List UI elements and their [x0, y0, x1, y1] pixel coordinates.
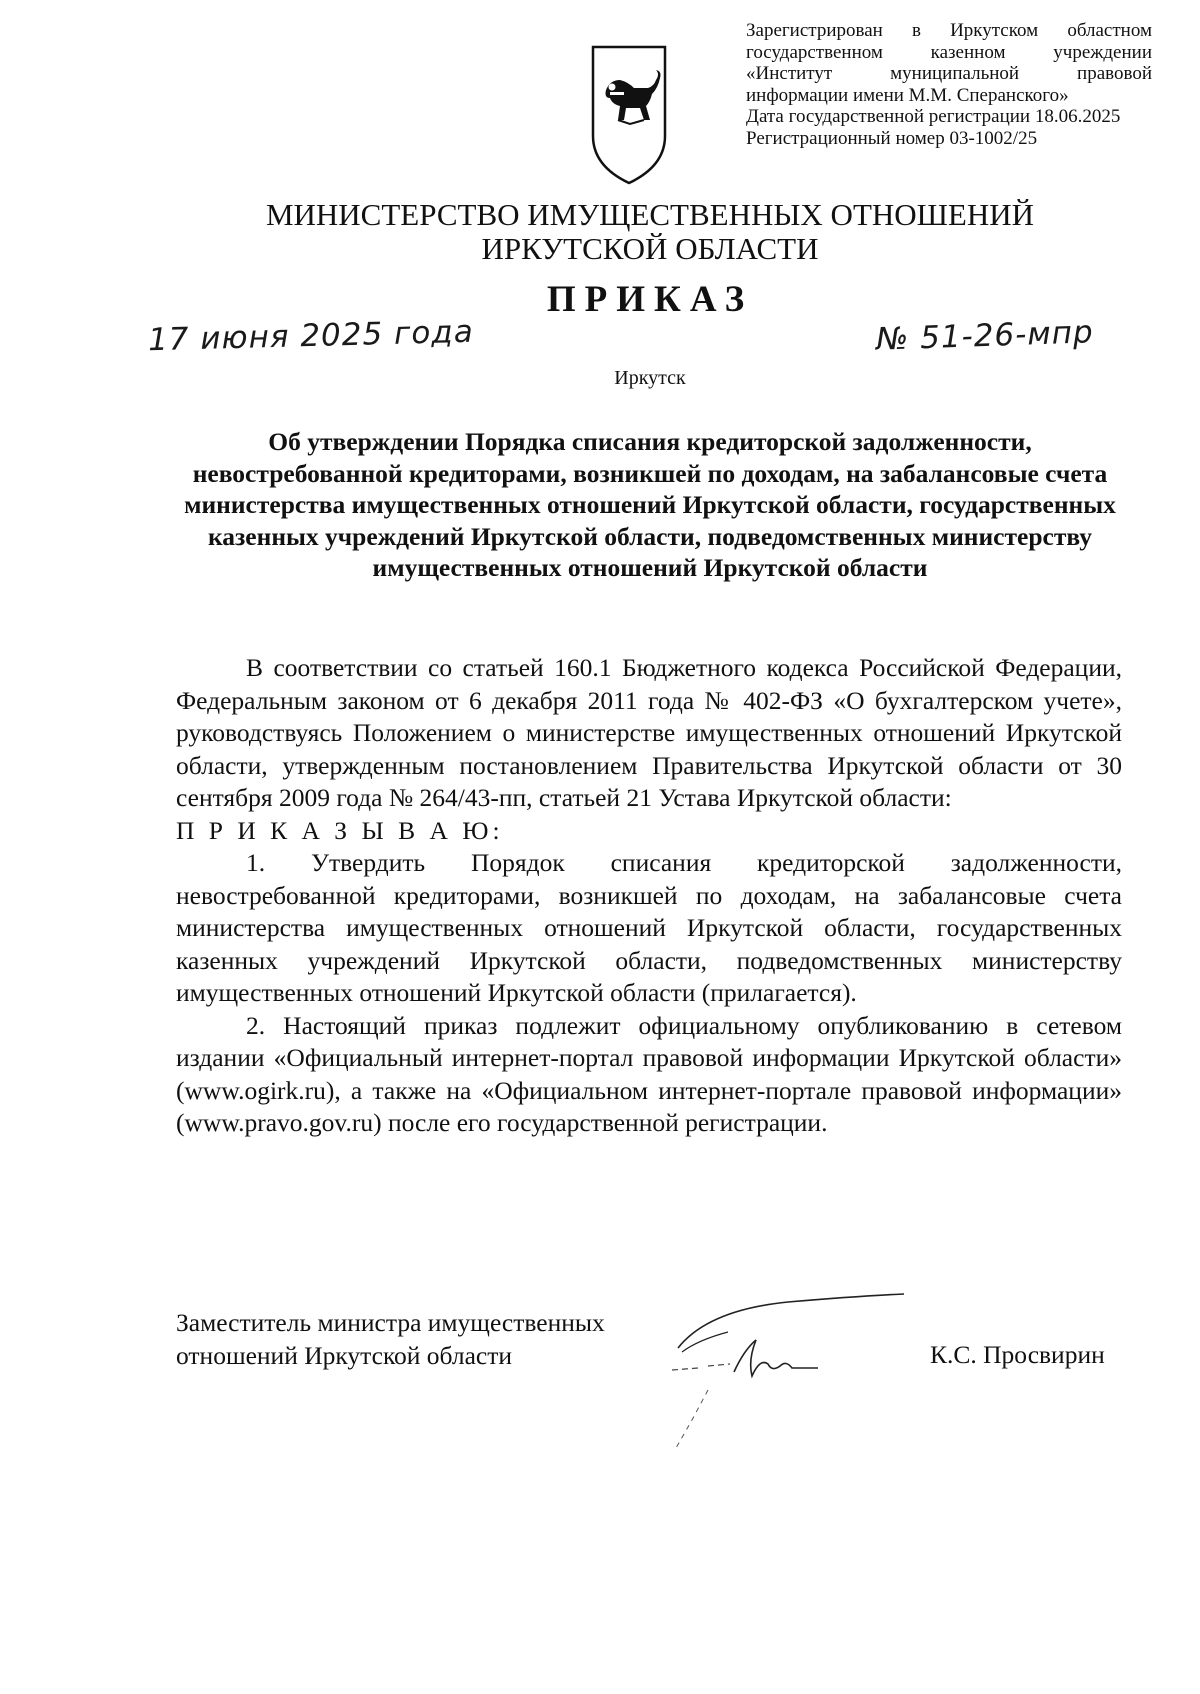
irkutsk-coat-of-arms-icon — [590, 44, 668, 186]
registration-line: «Институт муниципальной правовой — [746, 63, 1152, 84]
document-type: ПРИКАЗ — [546, 279, 754, 320]
order-item-1: 1. Утвердить Порядок списания кредиторской задолженности, невостребованной кредиторами, возникшей по доходам, на забалансовые счета министерства имущественных отношений Иркутской области, государственных казенных учреждений Иркутской области, подведомственных министерству имущественных отношений Иркутской области (прилагается). — [176, 848, 1122, 1007]
registration-line: государственном казенном учреждении — [746, 41, 1152, 63]
handwritten-signature — [668, 1280, 908, 1450]
signer-position-line: отношений Иркутской области — [176, 1341, 513, 1370]
handwritten-date: 17 июня 2025 года — [147, 313, 475, 359]
signer-position — [176, 1306, 605, 1372]
registration-note — [746, 20, 1152, 149]
city: Иркутск — [614, 367, 686, 389]
registration-line: информации имени М.М. Сперанского» — [746, 84, 1069, 106]
ministry-heading — [200, 198, 1100, 266]
order-item-2: 2. Настоящий приказ подлежит официальному опубликованию в сетевом издании «Официальный интернет-портал правовой информации Иркутской области» (www.ogirk.ru), а также на «Официальном интернет-портале правовой информации» (www.pravo.gov.ru) после его государственной регистрации. — [176, 1010, 1122, 1137]
registration-line: Зарегистрирован в Иркутском областном — [746, 20, 1152, 41]
document-body — [176, 652, 1122, 1140]
order-directive: П Р И К А З Ы В А Ю: — [176, 815, 504, 845]
ministry-name-line: МИНИСТЕРСТВО ИМУЩЕСТВЕННЫХ ОТНОШЕНИЙ — [265, 197, 1035, 232]
signer-name: К.С. Просвирин — [930, 1340, 1105, 1369]
signer-position-line: Заместитель министра имущественных — [176, 1308, 605, 1337]
registration-line: Дата государственной регистрации 18.06.2025 — [746, 106, 1121, 127]
document-title: Об утверждении Порядка списания кредиторской задолженности, невостребованной кредиторами, возникшей по доходам, на забалансовые счета министерства имущественных отношений Иркутской области, государственных казенных учреждений Иркутской области, подведомственных министерству имущественных отношений Иркутской области — [184, 427, 1116, 582]
handwritten-number: № 51-26-мпр — [875, 314, 1095, 358]
preamble-paragraph: В соответствии со статьей 160.1 Бюджетного кодекса Российской Федерации, Федеральным законом от 6 декабря 2011 года № 402-ФЗ «О бухгалтерском учете», руководствуясь Положением о министерстве имущественных отношений Иркутской области, утвержденным постановлением Правительства Иркутской области от 30 сентября 2009 года № 264/43-пп, статьей 21 Устава Иркутской области: — [176, 653, 1122, 812]
registration-line: Регистрационный номер 03-1002/25 — [746, 127, 1038, 149]
ministry-region-line: ИРКУТСКОЙ ОБЛАСТИ — [481, 231, 819, 266]
